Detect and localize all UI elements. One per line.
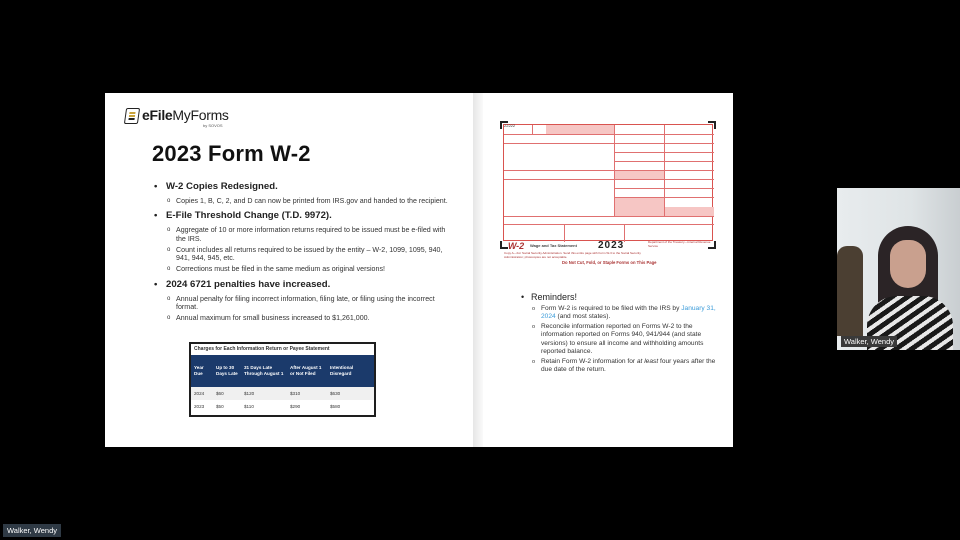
reminder-item: o Form W-2 is required to be filed with the IRS by January 31, 2024 (and most states). [519, 305, 719, 322]
w2-copy-text: Copy A—For Social Security Administration. Send this entire page with Form W-3 to the Social Security Administration; photocopies are not acceptable. [504, 251, 641, 259]
section-heading: • E-File Threshold Change (T.D. 9972). [152, 210, 452, 221]
efilemyforms-logo: eFileMyForms by SOVOS [125, 107, 229, 124]
section-item: o Annual penalty for filing incorrect information, filing late, or filing using the incorrect format. [152, 295, 452, 312]
participant-video-tile[interactable] [837, 188, 960, 350]
reminders-title: • Reminders! [519, 292, 719, 302]
reminder-item: o Reconcile information reported on Forms W-2 to the information reported on Forms 940, 941/944 (and state versions) to ensure all income and withholding amounts reported balance. [519, 323, 719, 356]
section-item: o Aggregate of 10 or more information returns required to be issued must be e-filed with the IRS. [152, 226, 452, 243]
self-view-name-tag[interactable]: Walker, Wendy [3, 524, 61, 537]
due-date-link: January 31, 2024 [541, 305, 716, 321]
slide-right-page [483, 93, 733, 447]
section-item: o Copies 1, B, C, 2, and D can now be printed from IRS.gov and handed to the recipient. [152, 197, 452, 205]
w2-form-label: W-2 [508, 241, 525, 251]
slide-content [152, 181, 452, 328]
table-caption: Charges for Each Information Return or Payee Statement [194, 346, 330, 352]
slide-left-page [105, 93, 473, 447]
section-item: o Corrections must be filed in the same medium as original versions! [152, 265, 452, 273]
w2-year: 2023 [598, 240, 625, 251]
section-item: o Annual maximum for small business increased to $1,261,000. [152, 314, 452, 322]
w2-control-number: 22222 [504, 123, 516, 128]
w2-form-image [500, 121, 716, 263]
page-fold [473, 93, 483, 447]
section-heading: • 2024 6721 penalties have increased. [152, 279, 452, 290]
penalty-table [189, 342, 376, 417]
reminder-item: o Retain Form W-2 information for at least four years after the due date of the return. [519, 358, 719, 375]
participant-name-tag: Walker, Wendy [841, 336, 897, 347]
w2-subtitle: Wage and Tax Statement [530, 243, 577, 248]
shared-slide [105, 93, 733, 447]
w2-department: Department of the Treasury—Internal Revenue Service [648, 240, 711, 248]
reminders [519, 292, 719, 376]
logo-byline: by SOVOS [203, 123, 223, 128]
table-row: 2023 $50 $110 $290 $580 [194, 403, 341, 409]
logo-document-icon [124, 108, 140, 124]
section-heading: • W-2 Copies Redesigned. [152, 181, 452, 192]
table-row: 2024 $60 $120 $310 $630 [191, 387, 374, 400]
table-header: Year Due Up to 30 Days Late 31 Days Late Through August 1 After August 1 or Not Filed Intentional Disregard [191, 355, 374, 387]
section-item: o Count includes all returns required to be issued by the entity – W-2, 1099, 1095, 940, 941, 944, 945, etc. [152, 246, 452, 263]
w2-note: Do Not Cut, Fold, or Staple Forms on This Page [562, 260, 657, 265]
slide-title: 2023 Form W-2 [152, 141, 311, 166]
